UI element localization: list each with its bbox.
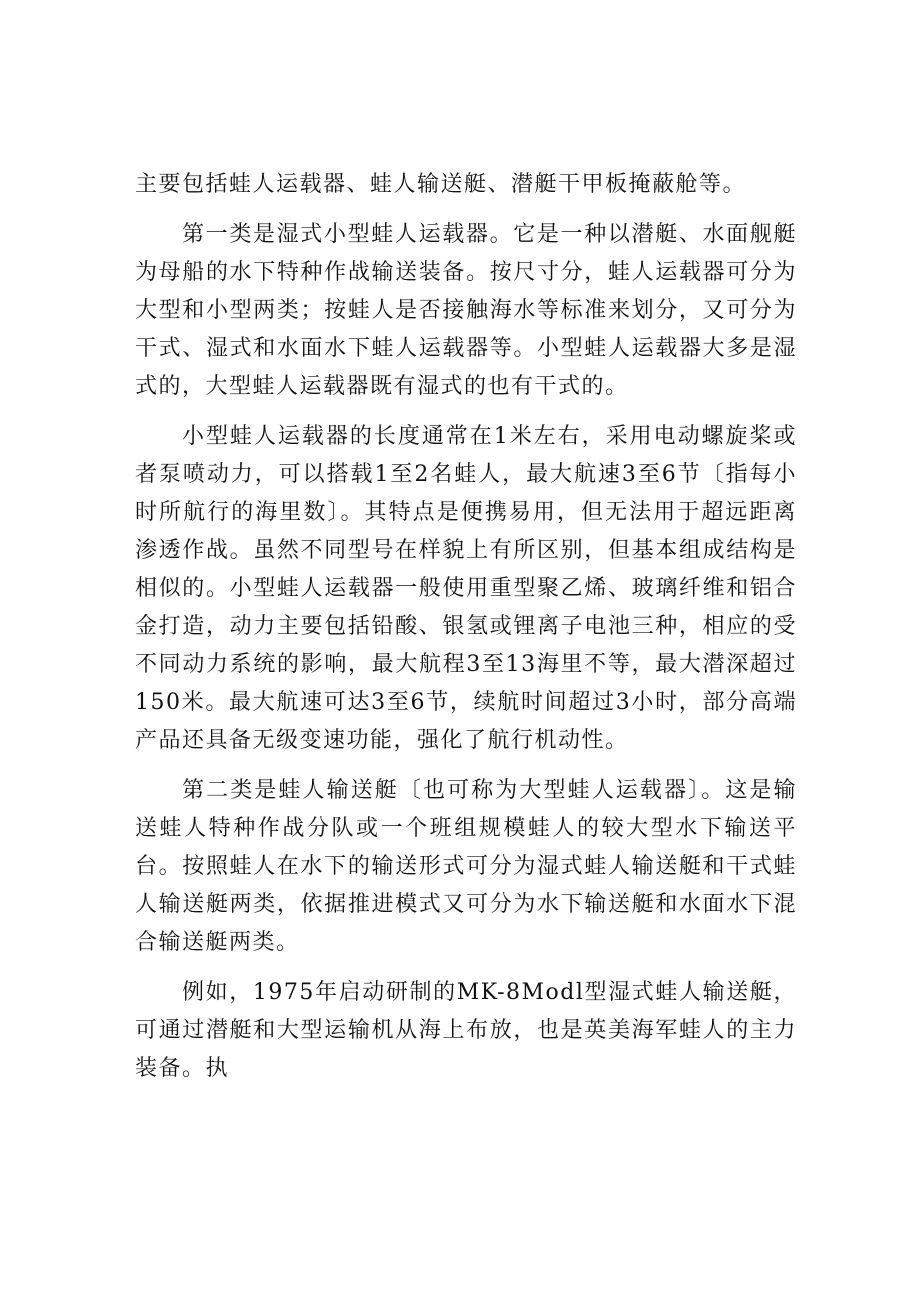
paragraph-swimmer-delivery-boat: 第二类是蛙人输送艇〔也可称为大型蛙人运载器〕。这是输送蛙人特种作战分队或一个班组规模蛙人的较大型水下输送平台。按照蛙人在水下的输送形式可分为湿式蛙人输送艇和干式蛙人输送艇两类，依据推进模式又可分为水下输送艇和水面水下混合输送艇两类。 bbox=[135, 778, 797, 955]
paragraph-small-carrier-specs: 小型蛙人运载器的长度通常在1米左右，采用电动螺旋桨或者泵喷动力，可以搭载1至2名蛙人，最大航速3至6节〔指每小时所航行的海里数〕。其特点是便携易用，但无法用于超远距离渗透作战。虽然不同型号在样貌上有所区别，但基本组成结构是相似的。小型蛙人运载器一般使用重型聚乙烯、玻璃纤维和铝合金打造，动力主要包括铅酸、银氢或锂离子电池三种，相应的受不同动力系统的影响，最大航程3至13海里不等，最大潜深超过150米。最大航速可达3至6节，续航时间超过3小时，部分高端产品还具备无级变速功能，强化了航行机动性。 bbox=[135, 424, 797, 753]
paragraph-continuation: 主要包括蛙人运载器、蛙人输送艇、潜艇干甲板掩蔽舱等。 bbox=[135, 172, 747, 197]
paragraph-wet-small-carrier: 第一类是湿式小型蛙人运载器。它是一种以潜艇、水面舰艇为母船的水下特种作战输送装备。按尺寸分，蛙人运载器可分为大型和小型两类；按蛙人是否接触海水等标准来划分，又可分为干式、湿式和水面水下蛙人运载器等。小型蛙人运载器大多是湿式的，大型蛙人运载器既有湿式的也有干式的。 bbox=[135, 222, 797, 399]
paragraph-mk8-example: 例如，1975年启动研制的MK-8Modl型湿式蛙人输送艇，可通过潜艇和大型运输机从海上布放，也是英美海军蛙人的主力装备。执 bbox=[135, 980, 797, 1081]
document-body bbox=[135, 166, 797, 1100]
